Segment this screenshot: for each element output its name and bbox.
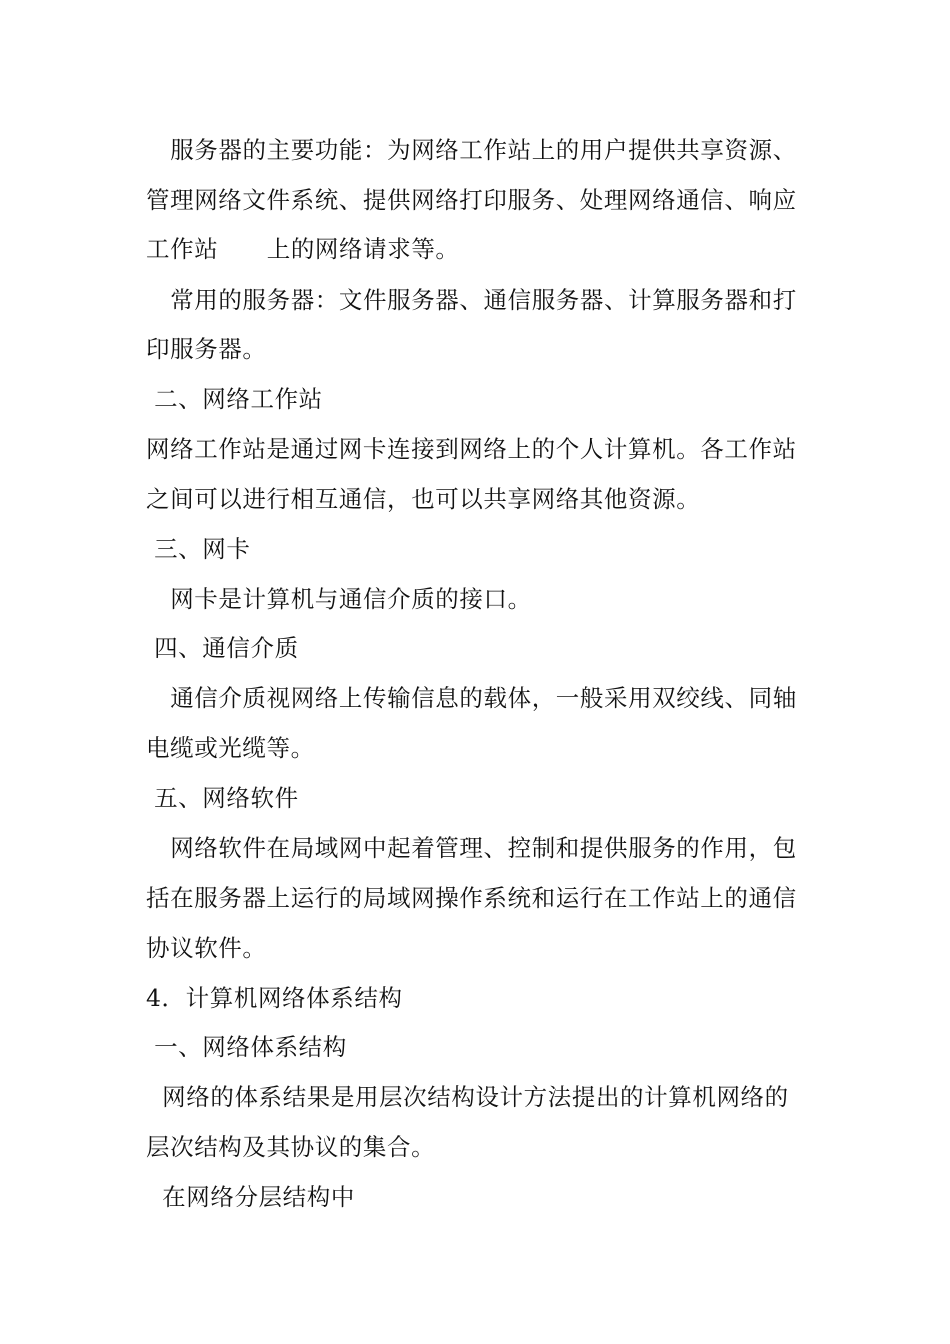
text-line: 层次结构及其协议的集合。 [146, 1133, 436, 1161]
text-line: 印服务器。 [146, 335, 267, 363]
section-heading: 三、网卡 [146, 535, 251, 563]
text-line: 网卡是计算机与通信介质的接口。 [146, 585, 532, 613]
text-line: 通信介质视网络上传输信息的载体，一般采用双绞线、同轴 [146, 684, 797, 712]
text-line: 之间可以进行相互通信，也可以共享网络其他资源。 [146, 485, 701, 513]
section-heading: 四、通信介质 [146, 634, 299, 662]
chapter-heading: 4．计算机网络体系结构 [146, 984, 403, 1012]
text-line: 电缆或光缆等。 [146, 734, 315, 762]
text-line: 网络工作站是通过网卡连接到网络上的个人计算机。各工作站 [146, 435, 797, 463]
text-line: 服务器的主要功能：为网络工作站上的用户提供共享资源、 [146, 136, 797, 164]
section-heading: 一、网络体系结构 [146, 1033, 347, 1061]
text-line: 网络软件在局域网中起着管理、控制和提供服务的作用，包 [146, 834, 797, 862]
section-heading: 二、网络工作站 [146, 385, 323, 413]
text-line: 网络的体系结果是用层次结构设计方法提出的计算机网络的 [146, 1083, 789, 1111]
text-line: 管理网络文件系统、提供网络打印服务、处理网络通信、响应 [146, 186, 797, 214]
text-line: 协议软件。 [146, 934, 267, 962]
section-heading: 五、网络软件 [146, 784, 299, 812]
text-line: 工作站 上的网络请求等。 [146, 235, 460, 263]
text-line: 在网络分层结构中 [146, 1183, 355, 1211]
text-line: 括在服务器上运行的局域网操作系统和运行在工作站上的通信 [146, 884, 797, 912]
text-line: 常用的服务器：文件服务器、通信服务器、计算服务器和打 [146, 286, 797, 314]
